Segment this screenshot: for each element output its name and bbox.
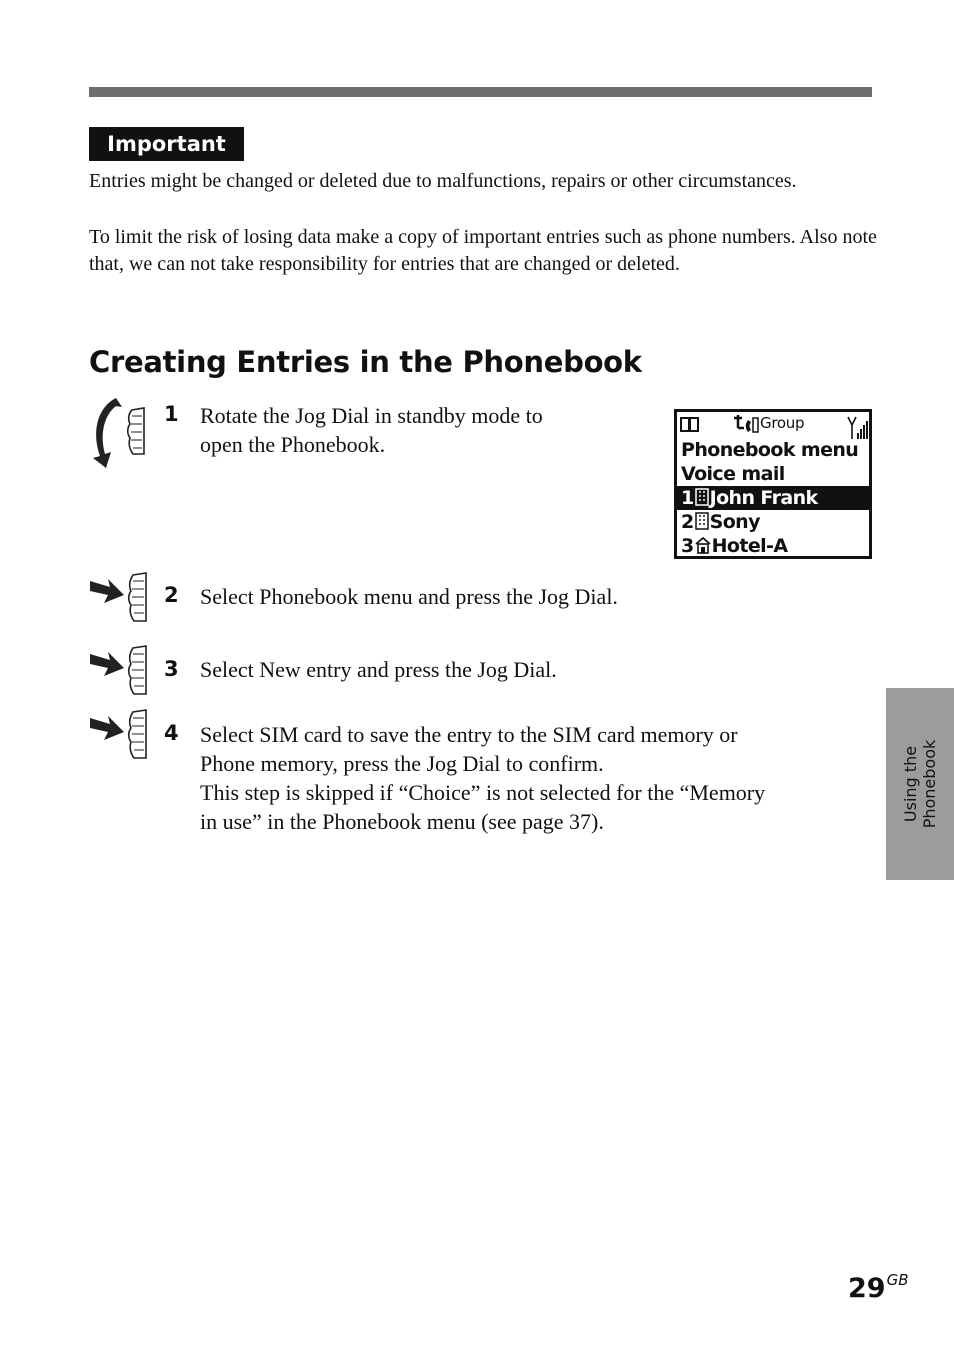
house-icon [695, 536, 711, 554]
phone-menu-item-voice-mail: Voice mail [681, 463, 785, 485]
jog-dial-press-icon [88, 567, 150, 625]
step-1-line-2: open the Phonebook. [200, 432, 386, 457]
phone-menu-item-phonebook-menu: Phonebook menu [681, 439, 859, 461]
jog-dial-press-icon [88, 704, 150, 762]
phone-menu-item-hotel-a [679, 534, 867, 558]
jog-dial-press-icon [88, 640, 150, 698]
step-4-number: 4 [164, 721, 179, 745]
entry-name: John Frank [709, 487, 818, 509]
phone-menu-item-john-frank [677, 486, 869, 510]
phone-status-group-label: Group [760, 414, 805, 432]
entry-index: 2 [681, 511, 694, 533]
side-tab [886, 688, 954, 880]
step-1-number: 1 [164, 402, 179, 426]
step-2-text [200, 582, 618, 611]
entry-index: 3 [681, 535, 694, 557]
step-2-line-1: Select Phonebook menu and press the Jog Dial. [200, 584, 618, 609]
step-4-line-2: Phone memory, press the Jog Dial to confirm. [200, 751, 604, 776]
important-paragraph-2: To limit the risk of losing data make a copy of important entries such as phone numbers. Also note that, we can not take responsibility for entries that are changed or deleted. [89, 226, 877, 275]
page-number-suffix: GB [886, 1271, 909, 1289]
building-icon [695, 512, 709, 530]
phone-screen [674, 409, 872, 559]
step-4-line-3: This step is skipped if “Choice” is not selected for the “Memory [200, 780, 766, 805]
phonebook-icon [680, 417, 700, 433]
step-2-number: 2 [164, 583, 179, 607]
step-4-line-4: in use” in the Phonebook menu (see page 37). [200, 809, 604, 834]
jog-dial-rotate-icon [86, 394, 150, 470]
top-rule [89, 87, 872, 97]
entry-name: Sony [709, 511, 760, 533]
step-3-text [200, 655, 557, 684]
page-number-value: 29 [848, 1273, 886, 1304]
call-divert-icon [732, 414, 760, 436]
step-3-line-1: Select New entry and press the Jog Dial. [200, 657, 557, 682]
side-tab-label [901, 740, 939, 829]
side-tab-line-2: Phonebook [920, 739, 939, 829]
page-number [848, 1271, 909, 1304]
entry-name: Hotel-A [711, 535, 788, 557]
important-badge: Important [89, 127, 244, 161]
step-4-text [200, 720, 765, 836]
important-paragraph-1: Entries might be changed or deleted due to malfunctions, repairs or other circumstances. [89, 170, 797, 192]
phone-menu-item-sony [679, 510, 867, 534]
entry-index: 1 [681, 487, 694, 509]
side-tab-line-1: Using the [901, 745, 920, 823]
step-1-line-1: Rotate the Jog Dial in standby mode to [200, 403, 543, 428]
step-4-line-1: Select SIM card to save the entry to the SIM card memory or [200, 722, 738, 747]
step-1-text [200, 401, 543, 459]
building-icon [695, 488, 709, 506]
section-heading: Creating Entries in the Phonebook [89, 345, 642, 379]
step-3-number: 3 [164, 657, 179, 681]
